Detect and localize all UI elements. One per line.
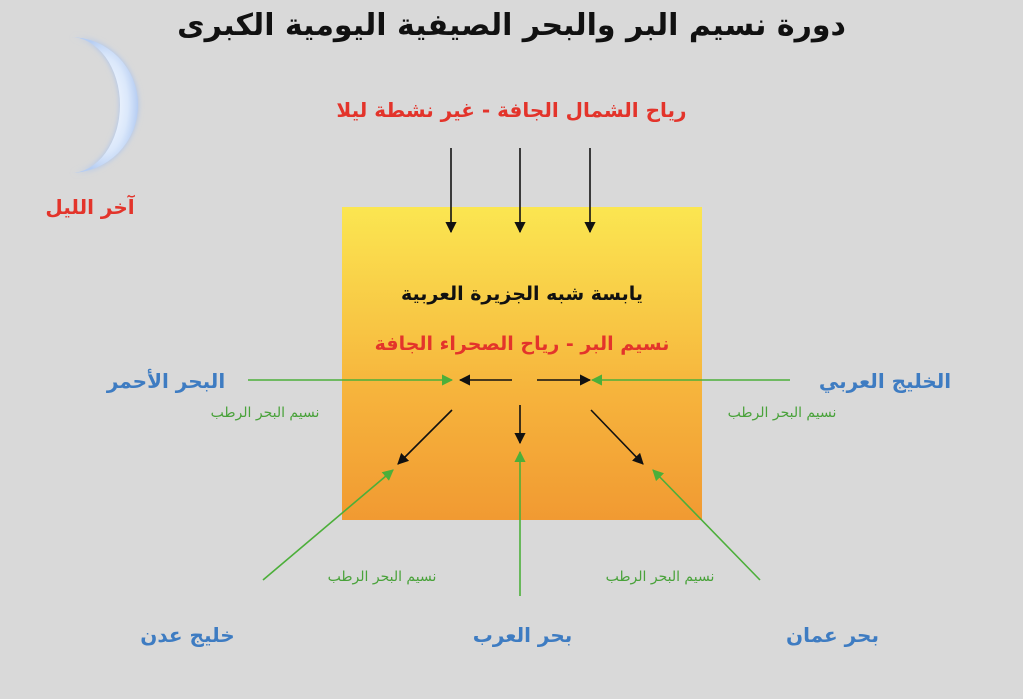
land-breeze-label: نسيم البر - رياح الصحراء الجافة xyxy=(374,333,670,355)
sea-breeze-west-label: نسيم البحر الرطب xyxy=(210,405,320,421)
north-wind-label: رياح الشمال الجافة - غير نشطة ليلا xyxy=(336,98,687,122)
land-breeze-southwest xyxy=(398,410,452,464)
arabian-gulf-label: الخليج العربي xyxy=(818,369,952,393)
land-breeze-arrows xyxy=(398,380,643,464)
sea-breeze-southwest-label: نسيم البحر الرطب xyxy=(327,569,437,585)
land-breeze-southeast xyxy=(591,410,643,464)
sea-breeze-east-label: نسيم البحر الرطب xyxy=(727,405,837,421)
diagram-title: دورة نسيم البر والبحر الصيفية اليومية الكبرى xyxy=(177,8,846,43)
sea-breeze-southeast-label: نسيم البحر الرطب xyxy=(605,569,715,585)
north-wind-arrows xyxy=(451,148,590,232)
gulf-of-aden-label: خليج عدن xyxy=(140,623,235,647)
sea-breeze-southeast-arrow xyxy=(653,470,760,580)
arabian-sea-label: بحر العرب xyxy=(472,623,573,647)
sea-of-oman-label: بحر عمان xyxy=(786,623,879,647)
night-time-label: آخر الليل xyxy=(45,195,135,219)
red-sea-label: البحر الأحمر xyxy=(106,369,226,393)
sea-breeze-southwest-arrow xyxy=(263,470,393,580)
land-name-label: يابسة شبه الجزيرة العربية xyxy=(401,283,643,305)
